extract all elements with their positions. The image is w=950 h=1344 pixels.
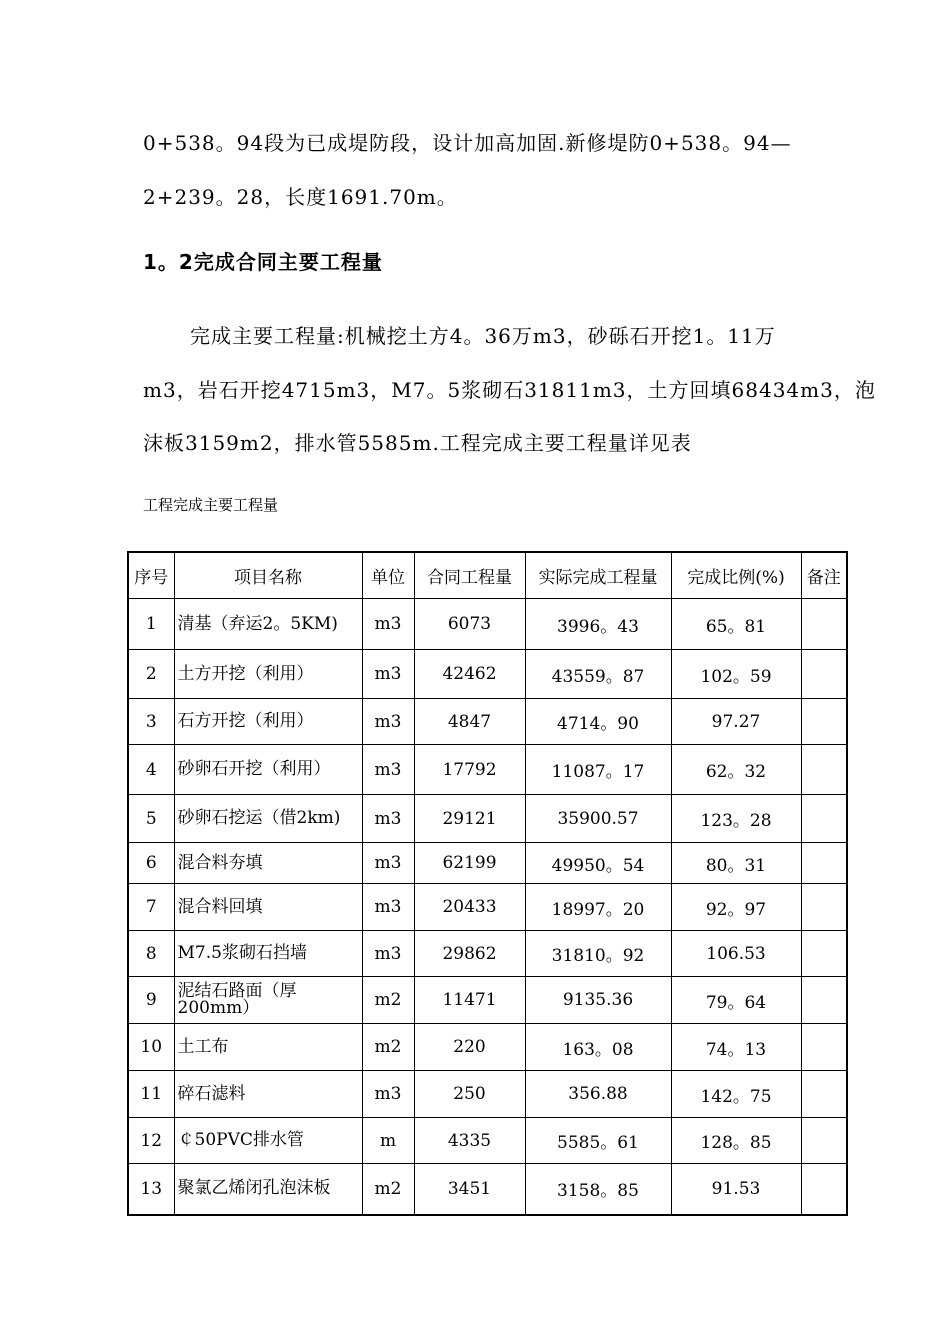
table-row	[128, 843, 847, 884]
header-index: 序号	[128, 552, 174, 599]
table-row	[128, 1164, 847, 1215]
cell-index: 8	[128, 931, 174, 977]
cell-remarks	[801, 1071, 847, 1118]
cell-item-name: 聚氯乙烯闭孔泡沫板	[174, 1164, 362, 1215]
cell-ratio: 74。13	[671, 1024, 801, 1071]
table-header-row	[128, 552, 847, 599]
paragraph-line-1: 完成主要工程量:机械挖土方4。36万m3，砂砾石开挖1。11万	[190, 324, 776, 348]
cell-item-name: 碎石滤料	[174, 1071, 362, 1118]
cell-ratio: 91.53	[671, 1164, 801, 1215]
table-row	[128, 884, 847, 931]
table-row	[128, 1071, 847, 1118]
cell-actual-qty: 43559。87	[525, 650, 671, 699]
cell-item-name: 土工布	[174, 1024, 362, 1071]
cell-actual-qty: 356.88	[525, 1071, 671, 1118]
header-ratio: 完成比例(%)	[671, 552, 801, 599]
cell-item-name: 混合料夯填	[174, 843, 362, 884]
cell-ratio: 123。28	[671, 795, 801, 843]
table-row	[128, 795, 847, 843]
cell-actual-qty: 5585。61	[525, 1118, 671, 1164]
cell-contract-qty: 29121	[414, 795, 525, 843]
cell-unit: m3	[362, 795, 414, 843]
cell-remarks	[801, 699, 847, 745]
cell-item-name: ￠50PVC排水管	[174, 1118, 362, 1164]
cell-remarks	[801, 884, 847, 931]
cell-contract-qty: 20433	[414, 884, 525, 931]
cell-ratio: 80。31	[671, 843, 801, 884]
cell-actual-qty: 163。08	[525, 1024, 671, 1071]
cell-remarks	[801, 1118, 847, 1164]
cell-contract-qty: 42462	[414, 650, 525, 699]
cell-unit: m2	[362, 1024, 414, 1071]
cell-contract-qty: 3451	[414, 1164, 525, 1215]
cell-index: 4	[128, 745, 174, 795]
header-remarks: 备注	[801, 552, 847, 599]
cell-index: 9	[128, 977, 174, 1024]
cell-unit: m3	[362, 1071, 414, 1118]
cell-ratio: 106.53	[671, 931, 801, 977]
cell-index: 10	[128, 1024, 174, 1071]
cell-contract-qty: 4335	[414, 1118, 525, 1164]
cell-contract-qty: 29862	[414, 931, 525, 977]
cell-remarks	[801, 1164, 847, 1215]
cell-unit: m3	[362, 843, 414, 884]
cell-contract-qty: 250	[414, 1071, 525, 1118]
cell-actual-qty: 11087。17	[525, 745, 671, 795]
cell-remarks	[801, 795, 847, 843]
cell-actual-qty: 18997。20	[525, 884, 671, 931]
cell-ratio: 142。75	[671, 1071, 801, 1118]
cell-unit: m3	[362, 599, 414, 650]
cell-remarks	[801, 1024, 847, 1071]
cell-contract-qty: 11471	[414, 977, 525, 1024]
cell-actual-qty: 3996。43	[525, 599, 671, 650]
table-row	[128, 977, 847, 1024]
cell-item-name: 砂卵石挖运（借2km)	[174, 795, 362, 843]
cell-remarks	[801, 843, 847, 884]
cell-ratio: 79。64	[671, 977, 801, 1024]
cell-index: 5	[128, 795, 174, 843]
cell-unit: m3	[362, 884, 414, 931]
cell-actual-qty: 49950。54	[525, 843, 671, 884]
cell-ratio: 97.27	[671, 699, 801, 745]
header-actual-qty: 实际完成工程量	[525, 552, 671, 599]
cell-index: 1	[128, 599, 174, 650]
table-row	[128, 931, 847, 977]
cell-actual-qty: 35900.57	[525, 795, 671, 843]
cell-remarks	[801, 599, 847, 650]
cell-unit: m3	[362, 745, 414, 795]
cell-contract-qty: 4847	[414, 699, 525, 745]
cell-index: 11	[128, 1071, 174, 1118]
section-heading: 1。2完成合同主要工程量	[143, 250, 383, 274]
cell-index: 12	[128, 1118, 174, 1164]
cell-item-name: M7.5浆砌石挡墙	[174, 931, 362, 977]
body-line-2: 2+239。28，长度1691.70m。	[143, 185, 458, 209]
table-row	[128, 745, 847, 795]
cell-unit: m2	[362, 1164, 414, 1215]
cell-contract-qty: 17792	[414, 745, 525, 795]
cell-actual-qty: 4714。90	[525, 699, 671, 745]
cell-index: 7	[128, 884, 174, 931]
cell-ratio: 65。81	[671, 599, 801, 650]
table-row	[128, 599, 847, 650]
cell-ratio: 128。85	[671, 1118, 801, 1164]
cell-ratio: 92。97	[671, 884, 801, 931]
header-unit: 单位	[362, 552, 414, 599]
cell-remarks	[801, 745, 847, 795]
cell-index: 13	[128, 1164, 174, 1215]
cell-unit: m2	[362, 977, 414, 1024]
cell-actual-qty: 31810。92	[525, 931, 671, 977]
cell-unit: m3	[362, 699, 414, 745]
cell-index: 6	[128, 843, 174, 884]
cell-index: 3	[128, 699, 174, 745]
cell-item-name: 土方开挖（利用）	[174, 650, 362, 699]
table-row	[128, 1024, 847, 1071]
body-line-1: 0+538。94段为已成堤防段，设计加高加固.新修堤防0+538。94—	[143, 131, 792, 155]
cell-item-name: 清基（弃运2。5KM)	[174, 599, 362, 650]
cell-contract-qty: 6073	[414, 599, 525, 650]
quantities-table	[127, 551, 848, 1216]
cell-remarks	[801, 650, 847, 699]
cell-ratio: 62。32	[671, 745, 801, 795]
cell-item-name: 混合料回填	[174, 884, 362, 931]
cell-item-name: 砂卵石开挖（利用）	[174, 745, 362, 795]
cell-actual-qty: 9135.36	[525, 977, 671, 1024]
table-row	[128, 699, 847, 745]
cell-actual-qty: 3158。85	[525, 1164, 671, 1215]
cell-unit: m3	[362, 931, 414, 977]
table-row	[128, 1118, 847, 1164]
cell-item-name: 石方开挖（利用）	[174, 699, 362, 745]
cell-contract-qty: 62199	[414, 843, 525, 884]
cell-contract-qty: 220	[414, 1024, 525, 1071]
table-row	[128, 650, 847, 699]
cell-remarks	[801, 977, 847, 1024]
table-caption: 工程完成主要工程量	[143, 496, 279, 514]
cell-remarks	[801, 931, 847, 977]
cell-item-name: 泥结石路面（厚200mm）	[174, 977, 362, 1024]
cell-ratio: 102。59	[671, 650, 801, 699]
cell-unit: m	[362, 1118, 414, 1164]
cell-unit: m3	[362, 650, 414, 699]
paragraph-line-2: m3，岩石开挖4715m3，M7。5浆砌石31811m3，土方回填68434m3，泡	[143, 378, 876, 402]
paragraph-line-3: 沫板3159m2，排水管5585m.工程完成主要工程量详见表	[143, 431, 692, 455]
header-contract-qty: 合同工程量	[414, 552, 525, 599]
cell-index: 2	[128, 650, 174, 699]
header-item-name: 项目名称	[174, 552, 362, 599]
